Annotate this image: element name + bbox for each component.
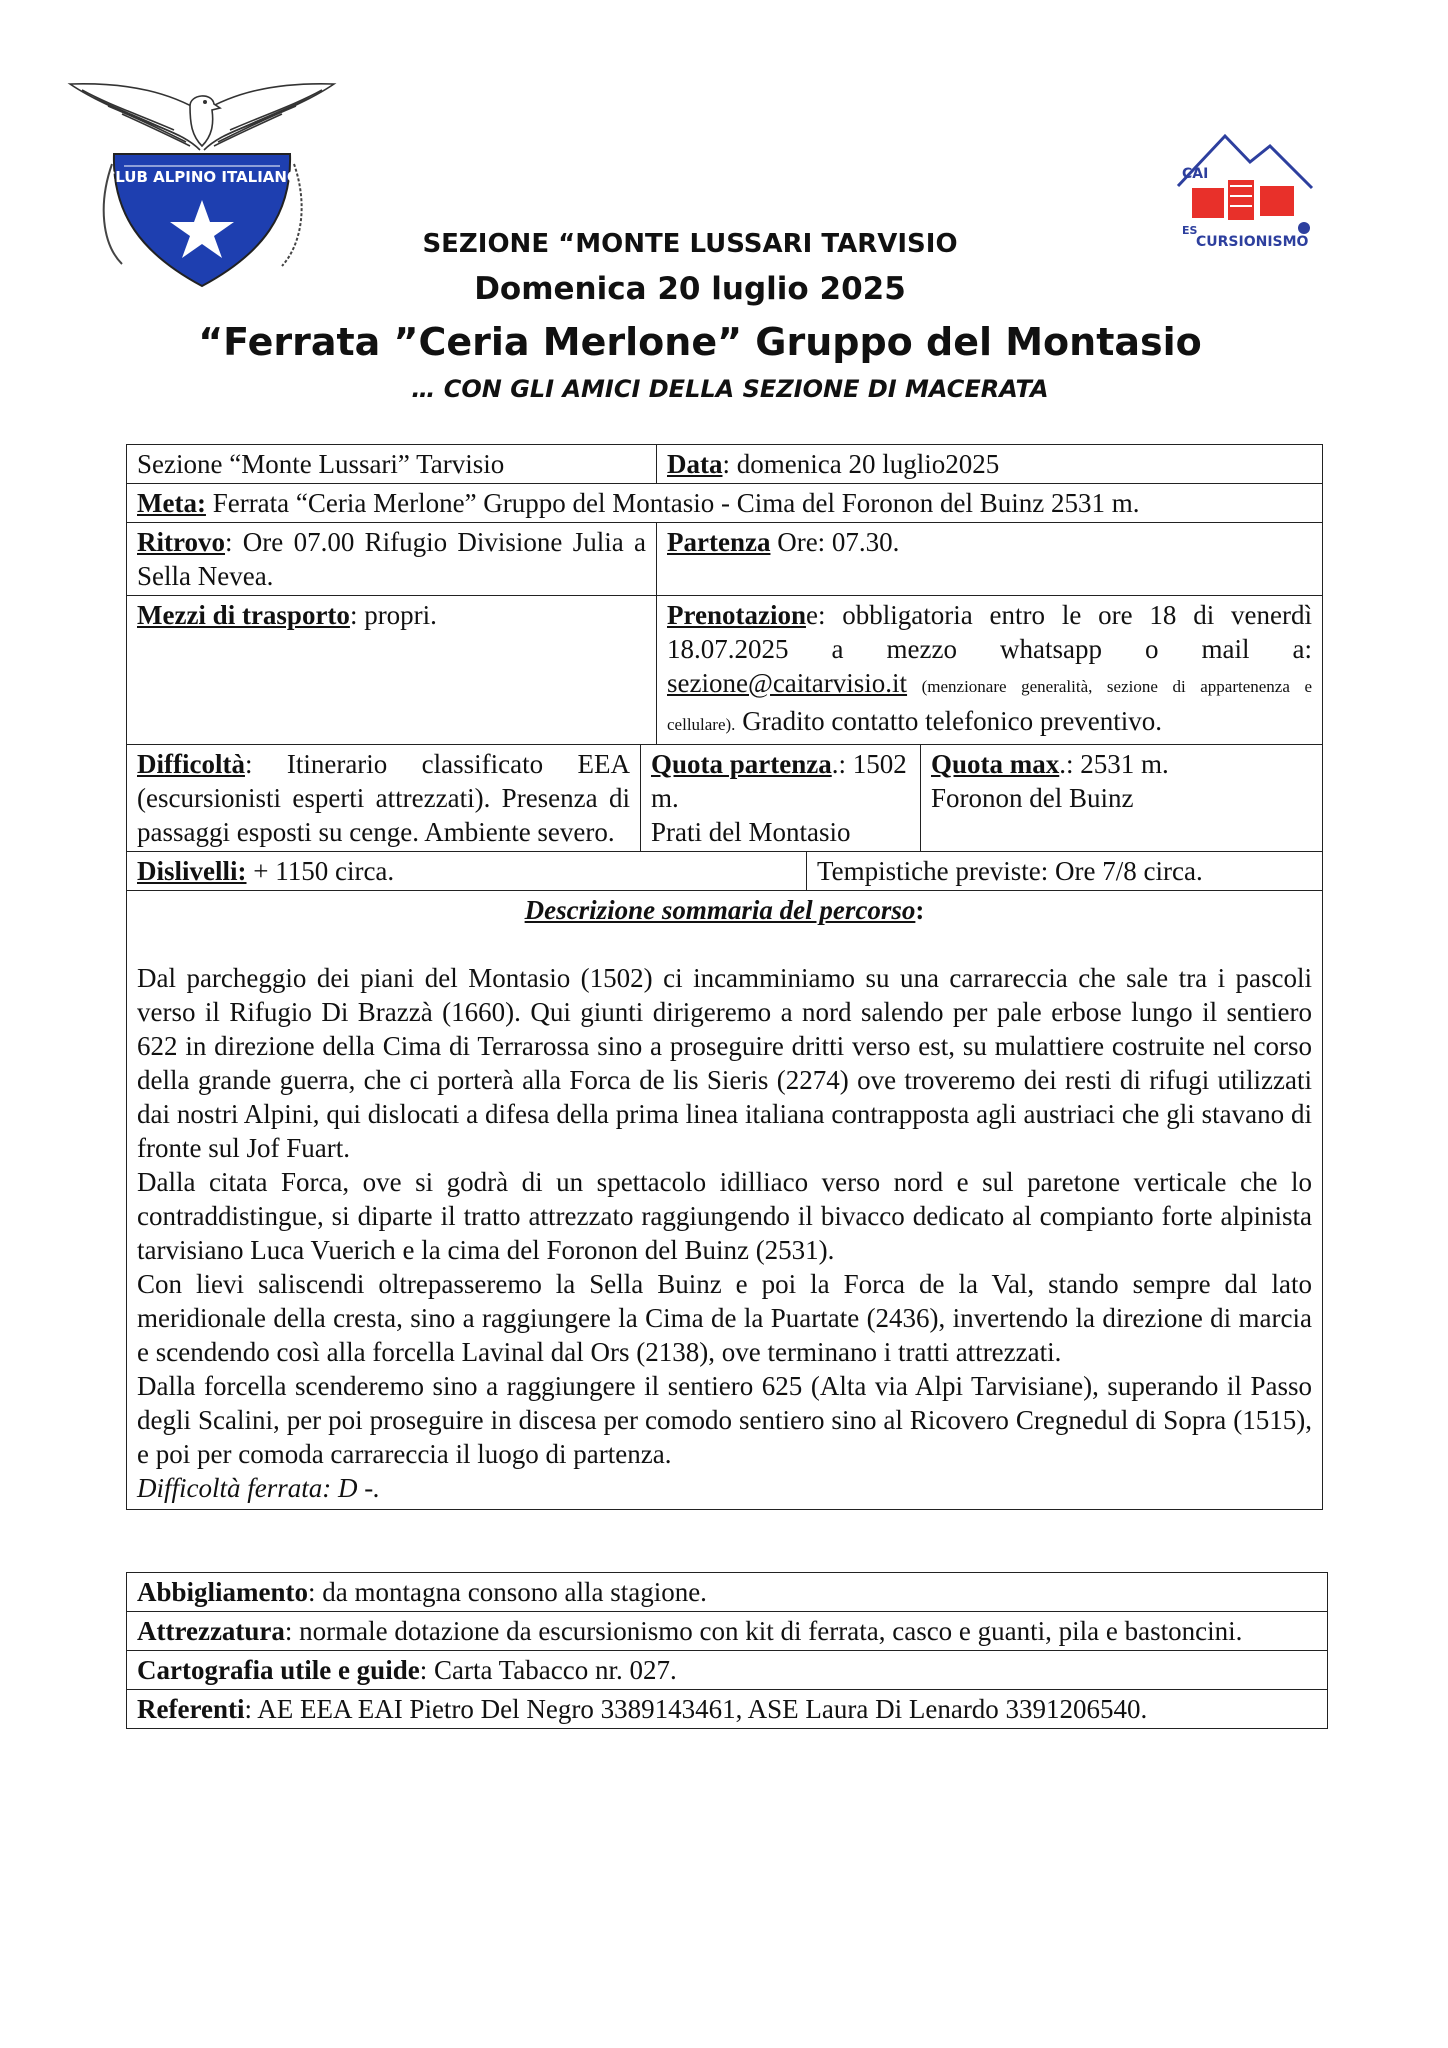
descrizione-cell [127, 891, 1323, 1510]
prenotazione-cell: Prenotazione: obbligatoria entro le ore 18 di venerdì 18.07.2025 a mezzo whatsapp o mail a: sezione@caitarvisio.it (menzionare generalità, sezione di appartenenza e cellulare). Gradito contatto telefonico preventivo. [657, 596, 1323, 745]
table-row [127, 745, 1323, 852]
sezione-cell: Sezione “Monte Lussari” Tarvisio [127, 445, 657, 484]
event-date: Domenica 20 luglio 2025 [474, 271, 906, 307]
table-row [127, 523, 1323, 596]
quota-max-cell: Quota max.: 2531 m. Foronon del Buinz [921, 745, 1323, 852]
meta-cell: Meta: Ferrata “Ceria Merlone” Gruppo del Montasio - Cima del Foronon del Buinz 2531 m. [127, 484, 1323, 523]
equipment-table [126, 1572, 1328, 1729]
descrizione-heading: Descrizione sommaria del percorso: [524, 895, 925, 925]
tempistiche-cell: Tempistiche previste: Ore 7/8 circa. [807, 852, 1323, 891]
difficolta-ferrata: Difficoltà ferrata: D -. [137, 1473, 380, 1503]
table-row [127, 1651, 1328, 1690]
quota-partenza-cell: Quota partenza.: 1502 m. Prati del Montasio [641, 745, 921, 852]
paragraph: Dalla forcella scenderemo sino a raggiungere il sentiero 625 (Alta via Alpi Tarvisiane), superando il Passo degli Scalini, per poi proseguire in discesa per comodo sentiero sino al Ricovero Cregnedul di Sopra (1515), e poi per comoda carrareccia il luogo di partenza. [137, 1371, 1313, 1469]
difficolta-cell: Difficoltà: Itinerario classificato EEA (escursionisti esperti attrezzati). Presenza di passaggi esposti su cenge. Ambiente severo. [127, 745, 641, 852]
email-link[interactable]: sezione@caitarvisio.it [667, 668, 908, 698]
table-row [127, 1573, 1328, 1612]
svg-text:ES: ES [1182, 224, 1198, 237]
descrizione-text [137, 961, 1312, 1505]
paragraph: Con lievi saliscendi oltrepasseremo la Sella Buinz e poi la Forca de la Val, stando sempre dal lato meridionale della cresta, sino a raggiungere la Cima de la Puartate (2436), invertendo la direzione di marcia e scendendo così alla forcella Lavinal dal Ors (2138), ove terminano i tratti attrezzati. [137, 1269, 1313, 1367]
escursionismo-text: CURSIONISMO [1196, 234, 1309, 250]
referenti-cell: Referenti: AE EEA EAI Pietro Del Negro 3389143461, ASE Laura Di Lenardo 3391206540. [127, 1690, 1328, 1729]
partenza-cell: Partenza Ore: 07.30. [657, 523, 1323, 596]
info-table [126, 444, 1323, 1510]
page-subtitle: … CON GLI AMICI DELLA SEZIONE DI MACERATA [411, 375, 1049, 403]
abbigliamento-cell: Abbigliamento: da montagna consono alla stagione. [127, 1573, 1328, 1612]
cai-eagle-shield-icon [62, 54, 342, 294]
dislivelli-cell: Dislivelli: + 1150 circa. [127, 852, 807, 891]
table-row [127, 596, 1323, 745]
cai-logo [62, 54, 342, 294]
cartografia-cell: Cartografia utile e guide: Carta Tabacco nr. 027. [127, 1651, 1328, 1690]
escursionismo-cai-text: CAI [1182, 166, 1209, 182]
table-row [127, 1612, 1328, 1651]
cai-badge-text: CLUB ALPINO ITALIANO [104, 168, 300, 186]
ritrovo-cell: Ritrovo: Ore 07.00 Rifugio Divisione Julia a Sella Nevea. [127, 523, 657, 596]
table-row [127, 1690, 1328, 1729]
mezzi-cell: Mezzi di trasporto: propri. [127, 596, 657, 745]
data-cell: Data: domenica 20 luglio2025 [657, 445, 1323, 484]
table-row [127, 445, 1323, 484]
table-row [127, 891, 1323, 1510]
section-heading: SEZIONE “MONTE LUSSARI TARVISIO [422, 229, 958, 259]
table-row [127, 852, 1323, 891]
paragraph: Dal parcheggio dei piani del Montasio (1502) ci incamminiamo su una carrareccia che sale tra i pascoli verso il Rifugio Di Brazzà (1660). Qui giunti dirigeremo a nord salendo per pale erbose lungo il sentiero 622 in direzione della Cima di Terrarossa sino a proseguire dritti verso est, su mulattiere costruite nel corso della grande guerra, che ci porterà alla Forca de lis Sieris (2274) ove troveremo dei resti di rifugi utilizzati dai nostri Alpini, qui dislocati a difesa della prima linea italiana contrapposta agli austriaci che gli stavano di fronte sul Jof Fuart. [137, 963, 1313, 1163]
paragraph: Dalla citata Forca, ove si godrà di un spettacolo idilliaco verso nord e sul paretone verticale che lo contraddistingue, si diparte il tratto attrezzato raggiungendo il bivacco dedicato al compianto forte alpinista tarvisiano Luca Vuerich e la cima del Foronon del Buinz (2531). [137, 1167, 1313, 1265]
escursionismo-logo [1170, 126, 1320, 256]
attrezzatura-cell: Attrezzatura: normale dotazione da escursionismo con kit di ferrata, casco e guanti, pila e bastoncini. [127, 1612, 1328, 1651]
escursionismo-mountain-icon [1170, 126, 1320, 256]
page-title: “Ferrata ”Ceria Merlone” Gruppo del Montasio [198, 320, 1202, 364]
table-row [127, 484, 1323, 523]
